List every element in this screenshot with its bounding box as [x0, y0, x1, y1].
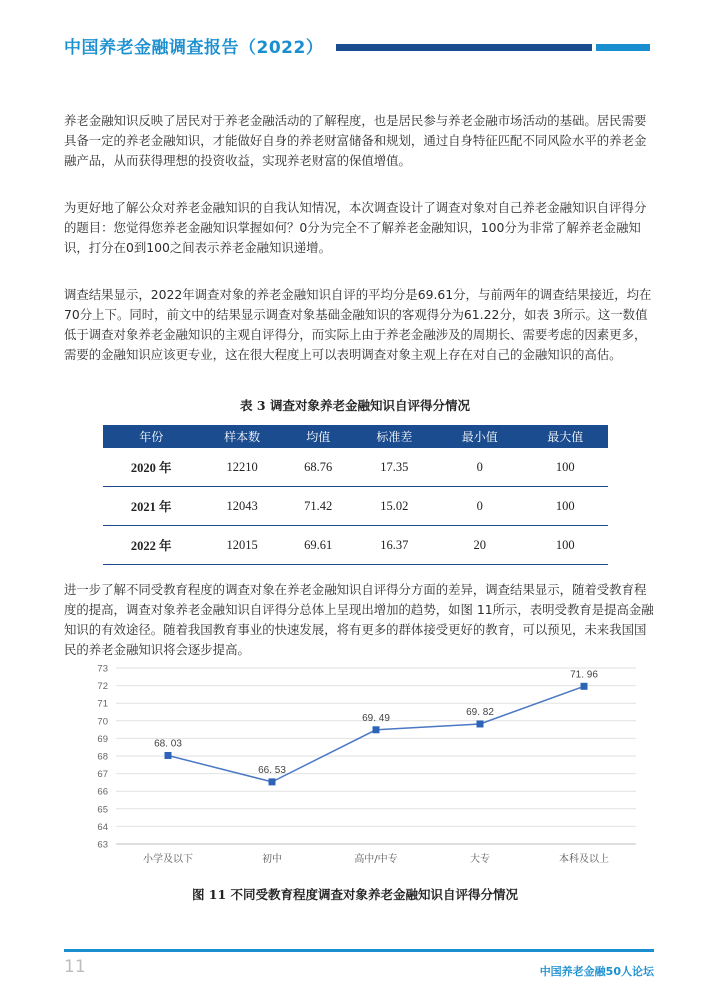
- table-caption: 表 3 调查对象养老金融知识自评得分情况: [240, 398, 470, 413]
- footer-publisher: 中国养老金融50人论坛: [539, 965, 654, 978]
- table-row: [103, 448, 608, 487]
- col-header-sample: 样本数: [199, 425, 284, 448]
- page-number: 11: [64, 957, 86, 977]
- cell-year: 2021 年: [103, 487, 199, 526]
- x-tick-label: 初中: [262, 854, 282, 865]
- cell-min: 20: [437, 526, 522, 565]
- footer-rule: [64, 949, 654, 952]
- data-point: [477, 720, 484, 727]
- cell-max: 100: [523, 487, 608, 526]
- y-tick-label: 63: [97, 839, 108, 851]
- y-tick-label: 70: [97, 716, 108, 728]
- cell-sd: 17.35: [352, 448, 437, 487]
- cell-min: 0: [437, 448, 522, 487]
- x-tick-label: 高中/中专: [354, 854, 398, 865]
- header-accent-bar-light: [596, 44, 650, 51]
- data-label: 66. 53: [258, 764, 286, 776]
- paragraph-1: 养老金融知识反映了居民对于养老金融活动的了解程度，也是居民参与养老金融市场活动的基础。居民需要具备一定的养老金融知识，才能做好自身的养老财富储备和规划，通过自身特征匹配不同风险水平的养老金融产品，从而获得理想的投资收益，实现养老财富的保值增值。: [64, 113, 647, 168]
- cell-mean: 69.61: [285, 526, 352, 565]
- cell-sd: 16.37: [352, 526, 437, 565]
- col-header-sd: 标准差: [352, 425, 437, 448]
- chart-caption: 图 11 不同受教育程度调查对象养老金融知识自评得分情况: [191, 887, 519, 902]
- header-accent-bar: [336, 44, 592, 51]
- y-tick-label: 71: [97, 698, 108, 710]
- series-line: [168, 686, 584, 782]
- cell-min: 0: [437, 487, 522, 526]
- report-title: 中国养老金融调查报告（2022）: [64, 38, 324, 58]
- table-header-row: [103, 425, 608, 448]
- data-label: 68. 03: [154, 738, 182, 750]
- col-header-min: 最小值: [437, 425, 522, 448]
- paragraph-2: 为更好地了解公众对养老金融知识的自我认知情况，本次调查设计了调查对象对自己养老金融知识自评得分的题目：您觉得您养老金融知识掌握如何？0分为完全不了解养老金融知识，100分为非常了解养老金融知识，打分在0到100之间表示养老金融知识递增。: [64, 200, 647, 255]
- y-tick-label: 64: [97, 821, 108, 833]
- y-tick-label: 69: [97, 733, 108, 745]
- data-point: [269, 778, 276, 785]
- cell-sample: 12210: [199, 448, 284, 487]
- cell-year: 2022 年: [103, 526, 199, 565]
- col-header-year: 年份: [103, 425, 199, 448]
- data-point: [373, 726, 380, 733]
- paragraph-4: 进一步了解不同受教育程度的调查对象在养老金融知识自评得分方面的差异，调查结果显示，随着受教育程度的提高，调查对象养老金融知识自评得分总体上呈现出增加的趋势，如图 11所示，表明受教育是提高金融知识的有效途径。随着我国教育事业的快速发展，将有更多的群体接受更好的教育，可以预见，未来我国国民的养老金融知识将会逐步提高。: [64, 582, 654, 657]
- table-row: [103, 487, 608, 526]
- data-label: 69. 49: [362, 712, 390, 724]
- x-tick-label: 小学及以下: [143, 854, 193, 865]
- y-tick-label: 66: [97, 786, 108, 798]
- cell-mean: 71.42: [285, 487, 352, 526]
- data-point: [581, 683, 588, 690]
- cell-sample: 12015: [199, 526, 284, 565]
- table-row: [103, 526, 608, 565]
- col-header-mean: 均值: [285, 425, 352, 448]
- x-tick-label: 大专: [470, 854, 490, 865]
- paragraph-3: 调查结果显示，2022年调查对象的养老金融知识自评的平均分是69.61分，与前两年的调查结果接近，均在70分上下。同时，前文中的结果显示调查对象基础金融知识的客观得分为61.22分，如表 3所示。这一数值低于调查对象养老金融知识的主观自评得分，而实际上由于养老金融涉及的周期长、需要考虑的因素更多，需要的金融知识应该更专业，这在很大程度上可以表明调查对象主观上存在对自己的金融知识的高估。: [64, 287, 652, 362]
- y-tick-label: 68: [97, 751, 108, 763]
- x-tick-label: 本科及以上: [559, 854, 609, 865]
- education-score-chart: [86, 662, 640, 874]
- data-label: 69. 82: [466, 706, 494, 718]
- col-header-max: 最大值: [523, 425, 608, 448]
- cell-max: 100: [523, 448, 608, 487]
- y-tick-label: 73: [97, 663, 108, 675]
- data-point: [165, 752, 172, 759]
- y-tick-label: 72: [97, 681, 108, 693]
- y-tick-label: 65: [97, 804, 108, 816]
- cell-year: 2020 年: [103, 448, 199, 487]
- cell-mean: 68.76: [285, 448, 352, 487]
- score-table: [103, 425, 608, 565]
- cell-max: 100: [523, 526, 608, 565]
- cell-sd: 15.02: [352, 487, 437, 526]
- data-label: 71. 96: [570, 669, 598, 681]
- y-tick-label: 67: [97, 769, 108, 781]
- line-chart-svg: [86, 662, 640, 874]
- cell-sample: 12043: [199, 487, 284, 526]
